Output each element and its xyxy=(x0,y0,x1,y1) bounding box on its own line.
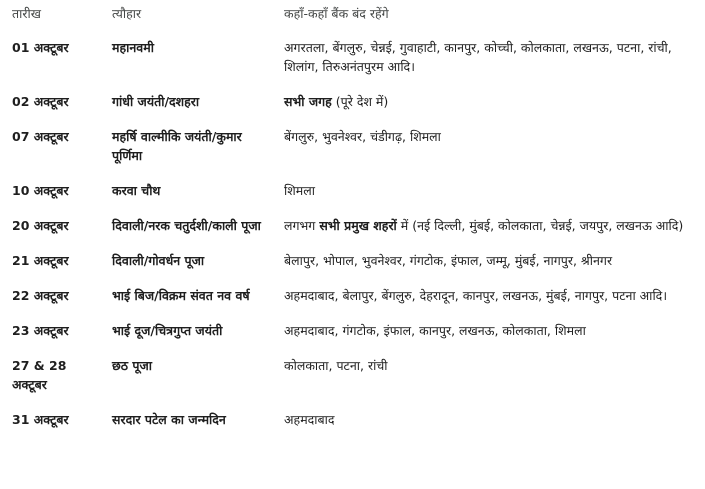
row-festival: भाई बिज/विक्रम संवत नव वर्ष xyxy=(112,288,250,303)
row-date: 10 अक्टूबर xyxy=(12,183,69,198)
row-festival: महानवमी xyxy=(112,40,154,55)
table-header-row xyxy=(0,0,705,38)
row-places: अहमदाबाद xyxy=(284,412,335,427)
row-date: 31 अक्टूबर xyxy=(12,412,69,427)
table-row xyxy=(0,321,705,356)
row-places: बेंगलुरु, भुवनेश्वर, चंडीगढ़, शिमला xyxy=(284,129,441,144)
table-row xyxy=(0,127,705,181)
places-prefix: लगभग xyxy=(284,218,320,233)
row-places: अहमदाबाद, गंगटोक, इंफाल, कानपुर, लखनऊ, कोलकाता, शिमला xyxy=(284,323,586,338)
table-row xyxy=(0,38,705,92)
row-date: 21 अक्टूबर xyxy=(12,253,69,268)
row-festival: गांधी जयंती/दशहरा xyxy=(112,94,200,109)
header-date: तारीख xyxy=(12,6,41,21)
table-row xyxy=(0,251,705,286)
table-row xyxy=(0,286,705,321)
places-highlight: सभी जगह xyxy=(284,94,332,109)
row-festival: सरदार पटेल का जन्मदिन xyxy=(112,412,226,427)
row-festival: महर्षि वाल्मीकि जयंती/कुमार पूर्णिमा xyxy=(112,129,242,163)
row-places: शिमला xyxy=(284,183,315,198)
places-note: में (नई दिल्ली, मुंबई, कोलकाता, चेन्नई, जयपुर, लखनऊ आदि) xyxy=(396,218,684,233)
row-places xyxy=(272,92,705,127)
row-date: 27 & 28 अक्टूबर xyxy=(12,358,67,392)
row-festival: भाई दूज/चित्रगुप्त जयंती xyxy=(112,323,223,338)
header-closed-where: कहाँ-कहाँ बैंक बंद रहेंगे xyxy=(284,6,389,21)
row-festival: छठ पूजा xyxy=(112,358,152,373)
places-note: (पूरे देश में) xyxy=(331,94,389,109)
table-row xyxy=(0,410,705,433)
row-festival: दिवाली/गोवर्धन पूजा xyxy=(112,253,205,268)
row-festival: दिवाली/नरक चतुर्दशी/काली पूजा xyxy=(112,218,261,233)
row-places xyxy=(272,216,705,251)
row-date: 01 अक्टूबर xyxy=(12,40,69,55)
row-date: 02 अक्टूबर xyxy=(12,94,69,109)
row-places: कोलकाता, पटना, रांची xyxy=(284,358,388,373)
places-highlight: सभी प्रमुख शहरों xyxy=(319,218,397,233)
table-row xyxy=(0,356,705,410)
table-row xyxy=(0,92,705,127)
row-date: 07 अक्टूबर xyxy=(12,129,69,144)
row-places: अहमदाबाद, बेलापुर, बेंगलुरु, देहरादून, कानपुर, लखनऊ, मुंबई, नागपुर, पटना आदि। xyxy=(284,288,668,303)
row-places: बेलापुर, भोपाल, भुवनेश्वर, गंगटोक, इंफाल, जम्मू, मुंबई, नागपुर, श्रीनगर xyxy=(284,253,613,268)
row-festival: करवा चौथ xyxy=(112,183,161,198)
row-date: 22 अक्टूबर xyxy=(12,288,69,303)
table-row xyxy=(0,181,705,216)
header-festival: त्यौहार xyxy=(112,6,142,21)
row-date: 20 अक्टूबर xyxy=(12,218,69,233)
table-row xyxy=(0,216,705,251)
row-places: अगरतला, बेंगलुरु, चेन्नई, गुवाहाटी, कानपुर, कोच्ची, कोलकाता, लखनऊ, पटना, रांची, शिलांग, तिरुअनंतपुरम आदि। xyxy=(284,40,672,74)
row-date: 23 अक्टूबर xyxy=(12,323,69,338)
